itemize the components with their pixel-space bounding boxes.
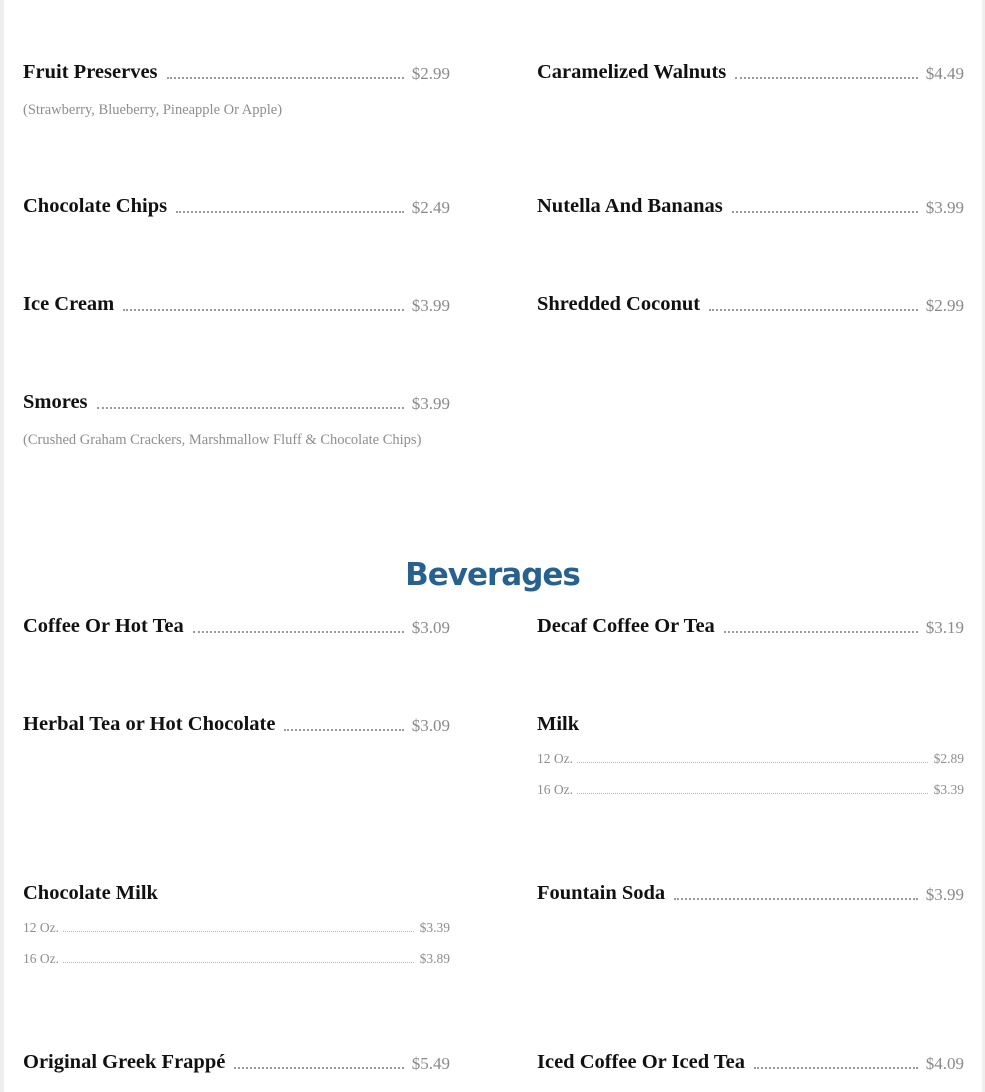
menu-item-greek-frappe[interactable]	[23, 1051, 450, 1074]
menu-item-caramelized-walnuts[interactable]	[537, 61, 964, 84]
item-name: Fountain Soda	[537, 882, 666, 904]
item-price: $5.49	[411, 1054, 450, 1073]
menu-item-fruit-preserves[interactable]	[23, 61, 450, 119]
item-price: $4.49	[925, 64, 964, 83]
dot-leader	[63, 962, 414, 963]
section-title-beverages: Beverages	[405, 557, 580, 593]
item-name: Decaf Coffee Or Tea	[537, 615, 715, 637]
item-name: Fruit Preserves	[23, 61, 158, 83]
item-price: $2.99	[925, 296, 964, 315]
item-description: (Crushed Graham Crackers, Marshmallow Fluff & Chocolate Chips)	[23, 432, 422, 448]
item-name: Milk	[537, 713, 580, 735]
item-name: Chocolate Milk	[23, 882, 158, 904]
dot-leader	[234, 1067, 403, 1069]
item-name: Nutella And Bananas	[537, 195, 723, 217]
dot-leader	[176, 211, 404, 213]
item-price: $2.49	[411, 198, 450, 217]
dot-leader	[577, 762, 928, 763]
dot-leader	[735, 77, 918, 79]
dot-leader	[123, 309, 403, 311]
item-name: Iced Coffee Or Iced Tea	[537, 1051, 746, 1073]
size-label: 16 Oz.	[23, 951, 59, 966]
size-option[interactable]	[23, 920, 450, 936]
item-name: Original Greek Frappé	[23, 1051, 226, 1073]
menu-item-smores[interactable]	[23, 391, 450, 449]
size-price: $3.39	[933, 782, 964, 797]
dot-leader	[63, 931, 414, 932]
size-option[interactable]	[537, 751, 964, 767]
dot-leader	[284, 729, 403, 731]
menu-item-milk[interactable]	[537, 713, 964, 798]
dot-leader	[674, 898, 918, 900]
item-price: $3.99	[925, 885, 964, 904]
item-name: Chocolate Chips	[23, 195, 168, 217]
item-price: $3.09	[411, 716, 450, 735]
size-label: 16 Oz.	[537, 782, 573, 797]
menu-item-herbal-tea[interactable]	[23, 713, 450, 736]
item-price: $2.99	[411, 64, 450, 83]
menu-item-coffee-hot-tea[interactable]	[23, 615, 450, 638]
dot-leader	[193, 631, 404, 633]
dot-leader	[167, 77, 404, 79]
dot-leader	[732, 211, 918, 213]
item-name: Smores	[23, 391, 88, 413]
item-name: Ice Cream	[23, 293, 115, 315]
menu-item-chocolate-milk[interactable]	[23, 882, 450, 967]
dot-leader	[577, 793, 928, 794]
dot-leader	[709, 309, 918, 311]
size-label: 12 Oz.	[537, 751, 573, 766]
item-price: $3.19	[925, 618, 964, 637]
size-option[interactable]	[537, 782, 964, 798]
dot-leader	[97, 407, 404, 409]
item-price: $3.99	[411, 296, 450, 315]
item-name: Herbal Tea or Hot Chocolate	[23, 713, 276, 735]
menu-item-decaf[interactable]	[537, 615, 964, 638]
item-price: $3.09	[411, 618, 450, 637]
menu-item-chocolate-chips[interactable]	[23, 195, 450, 218]
item-name: Coffee Or Hot Tea	[23, 615, 184, 637]
item-description: (Strawberry, Blueberry, Pineapple Or Apple)	[23, 102, 283, 118]
item-price: $3.99	[925, 198, 964, 217]
item-price: $4.09	[925, 1054, 964, 1073]
item-name: Caramelized Walnuts	[537, 61, 727, 83]
menu-item-shredded-coconut[interactable]	[537, 293, 964, 316]
size-price: $2.89	[933, 751, 964, 766]
size-price: $3.39	[419, 920, 450, 935]
dot-leader	[754, 1067, 918, 1069]
size-price: $3.89	[419, 951, 450, 966]
dot-leader	[724, 631, 918, 633]
size-option[interactable]	[23, 951, 450, 967]
item-name: Shredded Coconut	[537, 293, 701, 315]
menu-item-nutella-bananas[interactable]	[537, 195, 964, 218]
item-price: $3.99	[411, 394, 450, 413]
size-label: 12 Oz.	[23, 920, 59, 935]
menu-item-ice-cream[interactable]	[23, 293, 450, 316]
menu-item-fountain-soda[interactable]	[537, 882, 964, 905]
menu-item-iced-coffee[interactable]	[537, 1051, 964, 1074]
